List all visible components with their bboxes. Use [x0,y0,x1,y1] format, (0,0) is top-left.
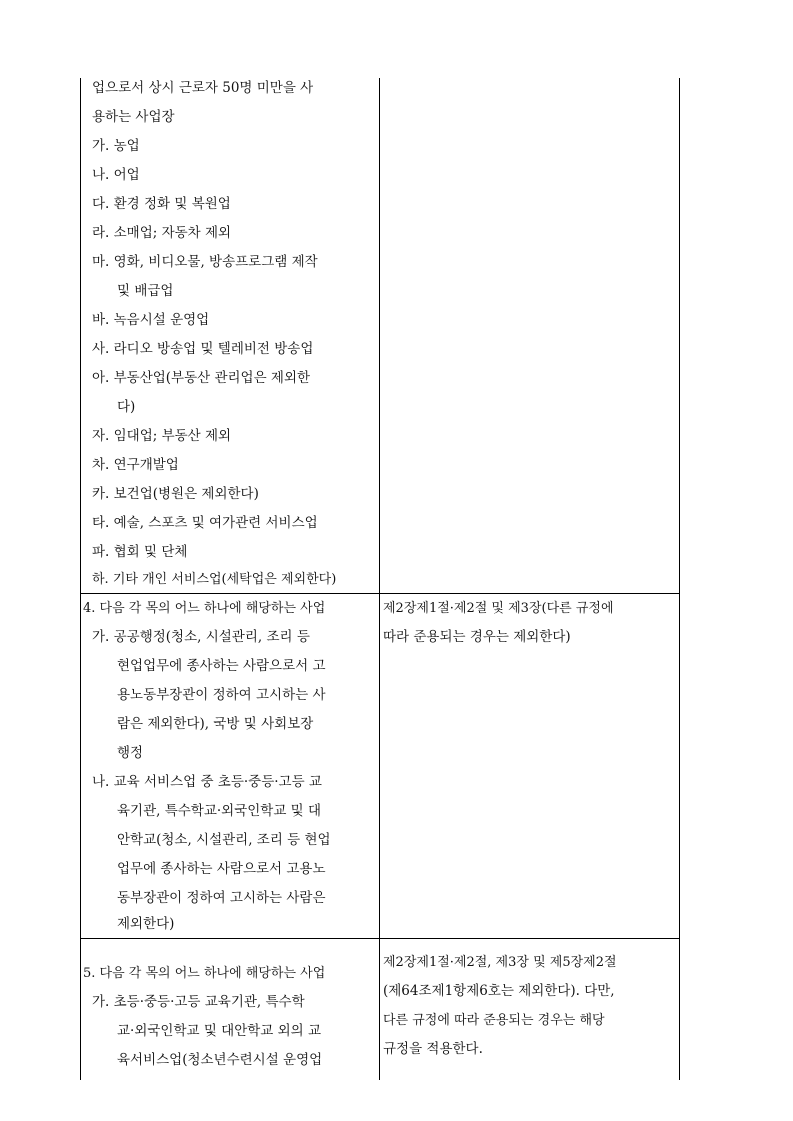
cell-line: 제2장제1절·제2절 및 제3장(다른 규정에 [383,601,614,616]
cell-line: 다) [117,399,136,415]
cell-line: 다른 규정에 따라 준용되는 경우는 해당 [383,1013,605,1028]
cell-line: 업무에 종사하는 사람으로서 고용노 [117,861,326,877]
cell-line: 타. 예술, 스포츠 및 여가관련 서비스업 [92,515,318,531]
cell-line: 파. 협회 및 단체 [92,544,188,560]
cell-line: 5. 다음 각 목의 어느 하나에 해당하는 사업 [83,966,326,981]
cell-line: 업으로서 상시 근로자 50명 미만을 사 [92,80,314,96]
cell-line: 동부장관이 정하여 고시하는 사람은 [117,890,326,906]
cell-line: 아. 부동산업(부동산 관리업은 제외한 [92,370,311,386]
cell-line: 가. 초등·중등·고등 교육기관, 특수학 [92,994,305,1010]
cell-line: 람은 제외한다), 국방 및 사회보장 [117,716,314,732]
cell-line: 제외한다) [117,916,175,932]
cell-line: 4. 다음 각 목의 어느 하나에 해당하는 사업 [83,601,326,616]
cell-line: 육기관, 특수학교·외국인학교 및 대 [117,803,322,819]
cell-line: 마. 영화, 비디오물, 방송프로그램 제작 [92,254,318,270]
cell-line: 가. 농업 [92,138,140,154]
cell-line: 하. 기타 개인 서비스업(세탁업은 제외한다) [92,572,337,587]
cell-line: 다. 환경 정화 및 복원업 [92,196,231,212]
cell-line: (제64조제1항제6호는 제외한다). 다만, [383,983,615,999]
table-border-right [679,78,680,1080]
cell-line: 나. 어업 [92,167,140,183]
cell-line: 용노동부장관이 정하여 고시하는 사 [117,687,326,703]
cell-line: 교·외국인학교 및 대안학교 외의 교 [117,1023,322,1039]
cell-line: 가. 공공행정(청소, 시설관리, 조리 등 [92,629,310,645]
row-divider-3-4 [80,593,680,594]
cell-line: 차. 연구개발업 [92,457,179,473]
cell-line: 용하는 사업장 [92,109,175,125]
cell-line: 자. 임대업; 부동산 제외 [92,428,232,444]
table-divider-middle [379,78,380,1080]
cell-line: 규정을 적용한다. [383,1041,483,1057]
cell-line: 행정 [117,745,144,761]
cell-line: 육서비스업(청소년수련시설 운영업 [117,1052,323,1068]
cell-line: 및 배급업 [117,283,174,299]
cell-line: 제2장제1절·제2절, 제3장 및 제5장제2절 [383,955,617,970]
table-border-left [80,78,81,1080]
row-divider-4-5 [80,938,680,939]
cell-line: 사. 라디오 방송업 및 텔레비전 방송업 [92,341,314,357]
cell-line: 나. 교육 서비스업 중 초등·중등·고등 교 [92,774,322,790]
cell-line: 바. 녹음시설 운영업 [92,312,210,328]
cell-line: 따라 준용되는 경우는 제외한다) [383,629,571,645]
cell-line: 라. 소매업; 자동차 제외 [92,225,232,241]
cell-line: 현업업무에 종사하는 사람으로서 고 [117,658,326,674]
cell-line: 카. 보건업(병원은 제외한다) [92,486,259,502]
cell-line: 안학교(청소, 시설관리, 조리 등 현업 [117,832,331,848]
